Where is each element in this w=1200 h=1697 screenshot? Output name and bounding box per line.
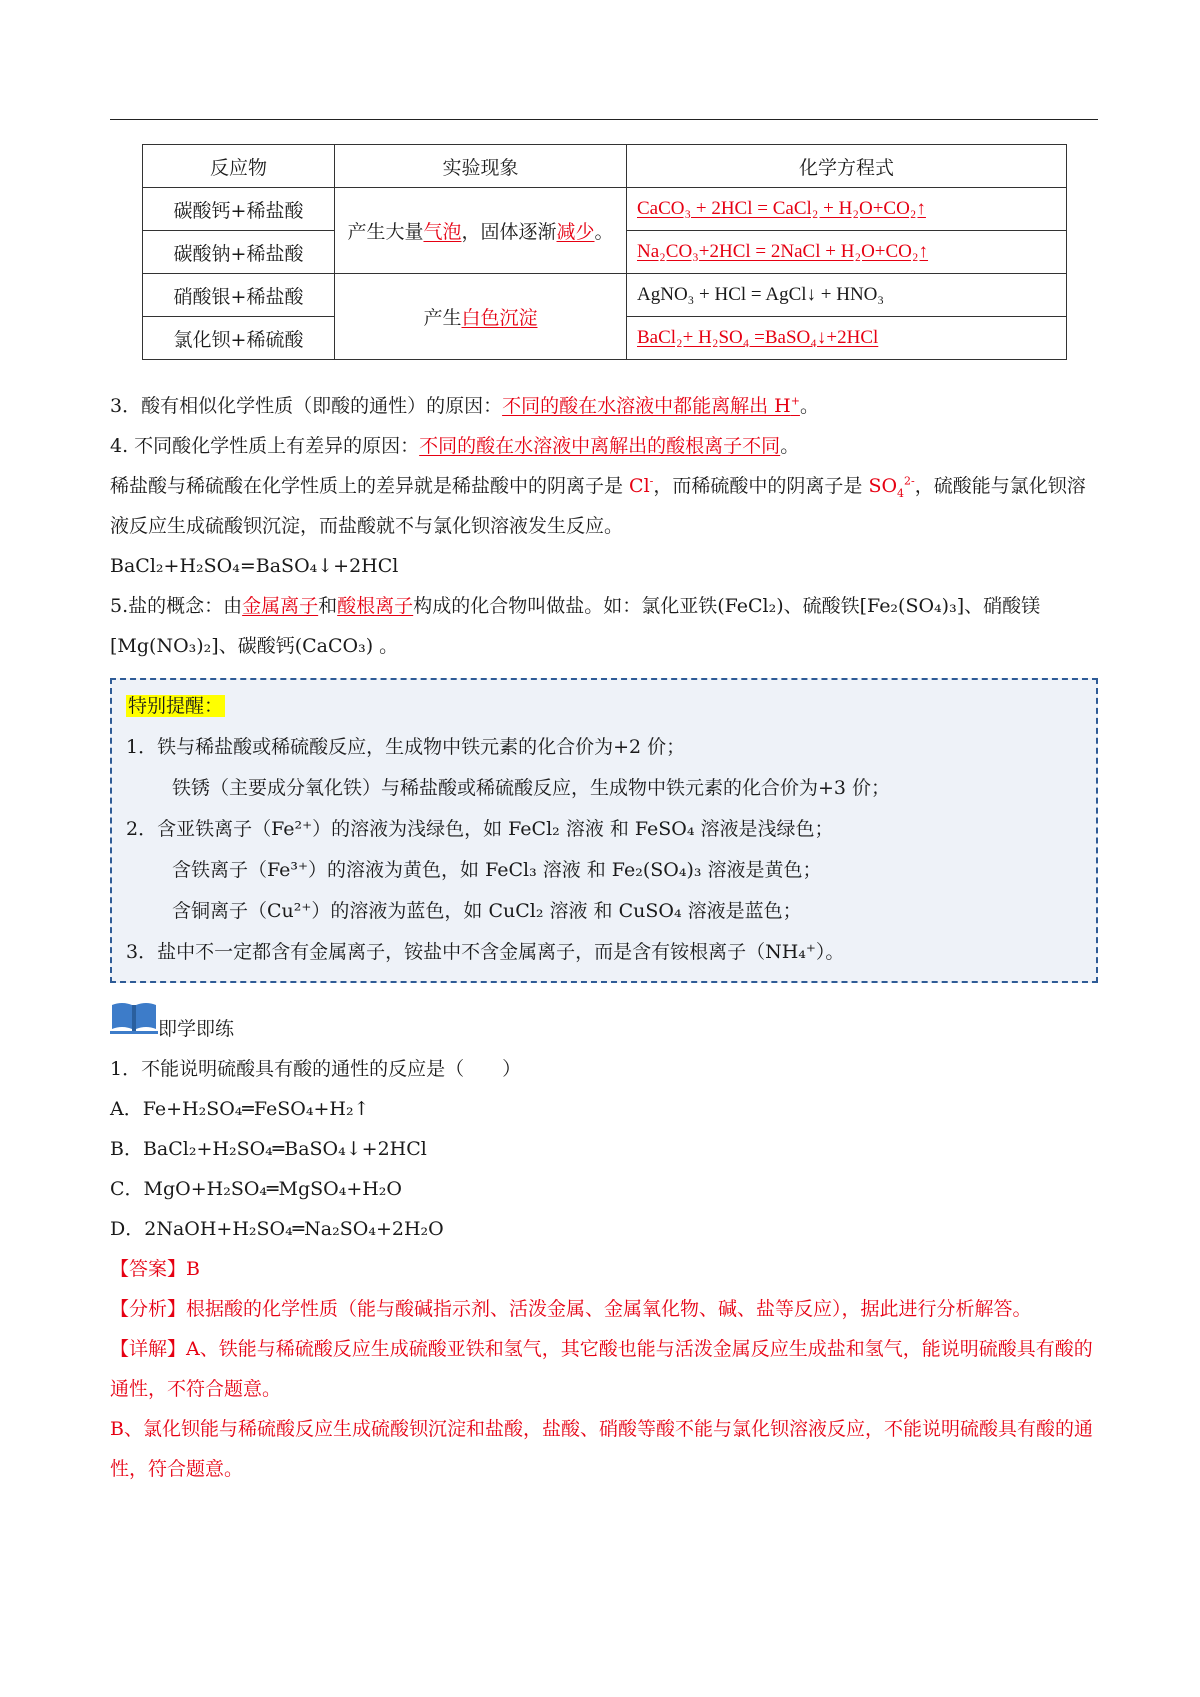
phenomenon-text: 产生 bbox=[423, 307, 462, 329]
header-rule bbox=[110, 119, 1098, 120]
reactant-cell: 氯化钡+稀硫酸 bbox=[143, 317, 335, 360]
reminder-line: 含铁离子（Fe³⁺）的溶液为黄色，如 FeCl₃ 溶液 和 Fe₂(SO₄)₃ 溶液是黄色； bbox=[172, 859, 822, 881]
ion-symbol: Cl bbox=[629, 475, 650, 497]
point-3 bbox=[110, 386, 1098, 426]
answer-blank: 不同的酸在水溶液中离解出的酸根离子不同 bbox=[419, 435, 781, 457]
reminder-line: 2．含亚铁离子（Fe²⁺）的溶液为浅绿色，如 FeCl₂ 溶液 和 FeSO₄ 溶液是浅绿色； bbox=[126, 818, 834, 840]
special-reminder-box bbox=[110, 678, 1098, 983]
practice-title: 即学即练 bbox=[158, 1018, 235, 1040]
reminder-title-line bbox=[126, 686, 1082, 727]
equation-cell bbox=[627, 317, 1067, 360]
paragraph-text: ，硫酸能与氯化钡溶液反应生成硫酸钡沉淀，而盐酸就不与氯化钡溶液发生反应。 bbox=[110, 475, 1086, 537]
point-text: 。 bbox=[799, 395, 819, 417]
analysis-paragraph: 【分析】根据酸的化学性质（能与酸碱指示剂、活泼金属、金属氧化物、碱、盐等反应），据此进行分析解答。 bbox=[110, 1298, 1032, 1320]
reminder-line: 3．盐中不一定都含有金属离子，铵盐中不含金属离子，而是含有铵根离子（NH₄⁺）。 bbox=[126, 941, 845, 963]
header-phenomenon: 实验现象 bbox=[335, 145, 627, 188]
answer-blank bbox=[502, 395, 800, 417]
ion-charge: 2- bbox=[904, 474, 915, 488]
point-text: 3．酸有相似化学性质（即酸的通性）的原因： bbox=[110, 395, 503, 417]
equation-answer: CaCO₃ + 2HCl = CaCl₂ + H₂O+CO₂↑ bbox=[637, 198, 926, 219]
sulfate-ion bbox=[868, 474, 915, 500]
equation-answer: Na₂CO₃+2HCl = 2NaCl + H₂O+CO₂↑ bbox=[637, 241, 929, 262]
paragraph-text: ，而稀硫酸中的阴离子是 bbox=[653, 475, 869, 497]
header-equation: 化学方程式 bbox=[627, 145, 1067, 188]
equation-cell: AgNO₃ + HCl = AgCl↓ + HNO₃ bbox=[627, 274, 1067, 317]
table-row bbox=[143, 274, 1067, 317]
point-text: 构成的化合物叫做盐。如：氯化亚铁(FeCl₂)、硫酸铁[Fe₂(SO₄)₃]、硝酸镁[Mg(NO₃)₂]、碳酸钙(CaCO₃) 。 bbox=[110, 595, 1041, 657]
point-text: 和 bbox=[318, 595, 338, 617]
ion-charge: - bbox=[649, 474, 654, 488]
answer-blank: 白色沉淀 bbox=[461, 307, 538, 329]
phenomenon-text: ，固体逐渐 bbox=[461, 221, 557, 243]
question-text: 1．不能说明硫酸具有酸的通性的反应是（ ） bbox=[110, 1058, 522, 1080]
open-book-icon bbox=[110, 1001, 158, 1035]
phenomenon-text: 。 bbox=[594, 221, 614, 243]
point-4 bbox=[110, 426, 1098, 466]
option-a: A．Fe+H₂SO₄═FeSO₄+H₂↑ bbox=[110, 1098, 370, 1120]
answer-blank: 酸根离子 bbox=[337, 595, 414, 617]
answer-blank: 减少 bbox=[556, 221, 595, 243]
equation-cell bbox=[627, 188, 1067, 231]
reaction-table bbox=[142, 144, 1067, 360]
equation-answer: BaCl₂+ H₂SO₄ =BaSO₄↓+2HCl bbox=[637, 327, 879, 348]
answer-blank: 金属离子 bbox=[242, 595, 319, 617]
ion-charge: + bbox=[790, 394, 800, 408]
answer-line: 【答案】B bbox=[110, 1258, 200, 1280]
phenomenon-cell bbox=[335, 274, 627, 360]
table-row bbox=[143, 188, 1067, 231]
answer-text: 不同的酸在水溶液中都能离解出 H bbox=[502, 395, 791, 417]
option-d: D．2NaOH+H₂SO₄═Na₂SO₄+2H₂O bbox=[110, 1218, 444, 1240]
reactant-cell: 硝酸银+稀盐酸 bbox=[143, 274, 335, 317]
reminder-title: 特别提醒： bbox=[128, 695, 224, 717]
paragraph-text: 稀盐酸与稀硫酸在化学性质上的差异就是稀盐酸中的阴离子是 bbox=[110, 475, 630, 497]
point-text: 5.盐的概念：由 bbox=[110, 595, 243, 617]
detail-b-paragraph: B、氯化钡能与稀硫酸反应生成硫酸钡沉淀和盐酸，盐酸、硝酸等酸不能与氯化钡溶液反应，不能说明硫酸具有酸的通性，符合题意。 bbox=[110, 1418, 1093, 1480]
table-header-row bbox=[143, 145, 1067, 188]
header-reactant: 反应物 bbox=[143, 145, 335, 188]
document-page bbox=[110, 144, 1098, 1489]
ion-subscript: 4 bbox=[897, 486, 905, 500]
reminder-line: 含铜离子（Cu²⁺）的溶液为蓝色，如 CuCl₂ 溶液 和 CuSO₄ 溶液是蓝色； bbox=[172, 900, 802, 922]
ion-symbol: SO bbox=[868, 475, 898, 497]
reminder-line: 1．铁与稀盐酸或稀硫酸反应，生成物中铁元素的化合价为+2 价； bbox=[126, 736, 686, 758]
reminder-line: 铁锈（主要成分氧化铁）与稀盐酸或稀硫酸反应，生成物中铁元素的化合价为+3 价； bbox=[172, 777, 891, 799]
point-text: 。 bbox=[780, 435, 800, 457]
detail-a-paragraph: 【详解】A、铁能与稀硫酸反应生成硫酸亚铁和氢气，其它酸也能与活泼金属反应生成盐和氢气，能说明硫酸具有酸的通性，不符合题意。 bbox=[110, 1338, 1093, 1400]
point-5 bbox=[110, 586, 1098, 666]
phenomenon-cell bbox=[335, 188, 627, 274]
answer-blank: 气泡 bbox=[423, 221, 462, 243]
difference-paragraph bbox=[110, 466, 1098, 546]
chloride-ion bbox=[629, 475, 653, 497]
equation-cell bbox=[627, 231, 1067, 274]
reactant-cell: 碳酸钙+稀盐酸 bbox=[143, 188, 335, 231]
phenomenon-text: 产生大量 bbox=[347, 221, 424, 243]
option-c: C．MgO+H₂SO₄═MgSO₄+H₂O bbox=[110, 1178, 402, 1200]
option-b: B．BaCl₂+H₂SO₄═BaSO₄↓+2HCl bbox=[110, 1138, 427, 1160]
barium-equation: BaCl₂+H₂SO₄=BaSO₄↓+2HCl bbox=[110, 555, 399, 577]
reactant-cell: 碳酸钠+稀盐酸 bbox=[143, 231, 335, 274]
practice-header bbox=[110, 1001, 1098, 1049]
point-text: 4. 不同酸化学性质上有差异的原因： bbox=[110, 435, 420, 457]
